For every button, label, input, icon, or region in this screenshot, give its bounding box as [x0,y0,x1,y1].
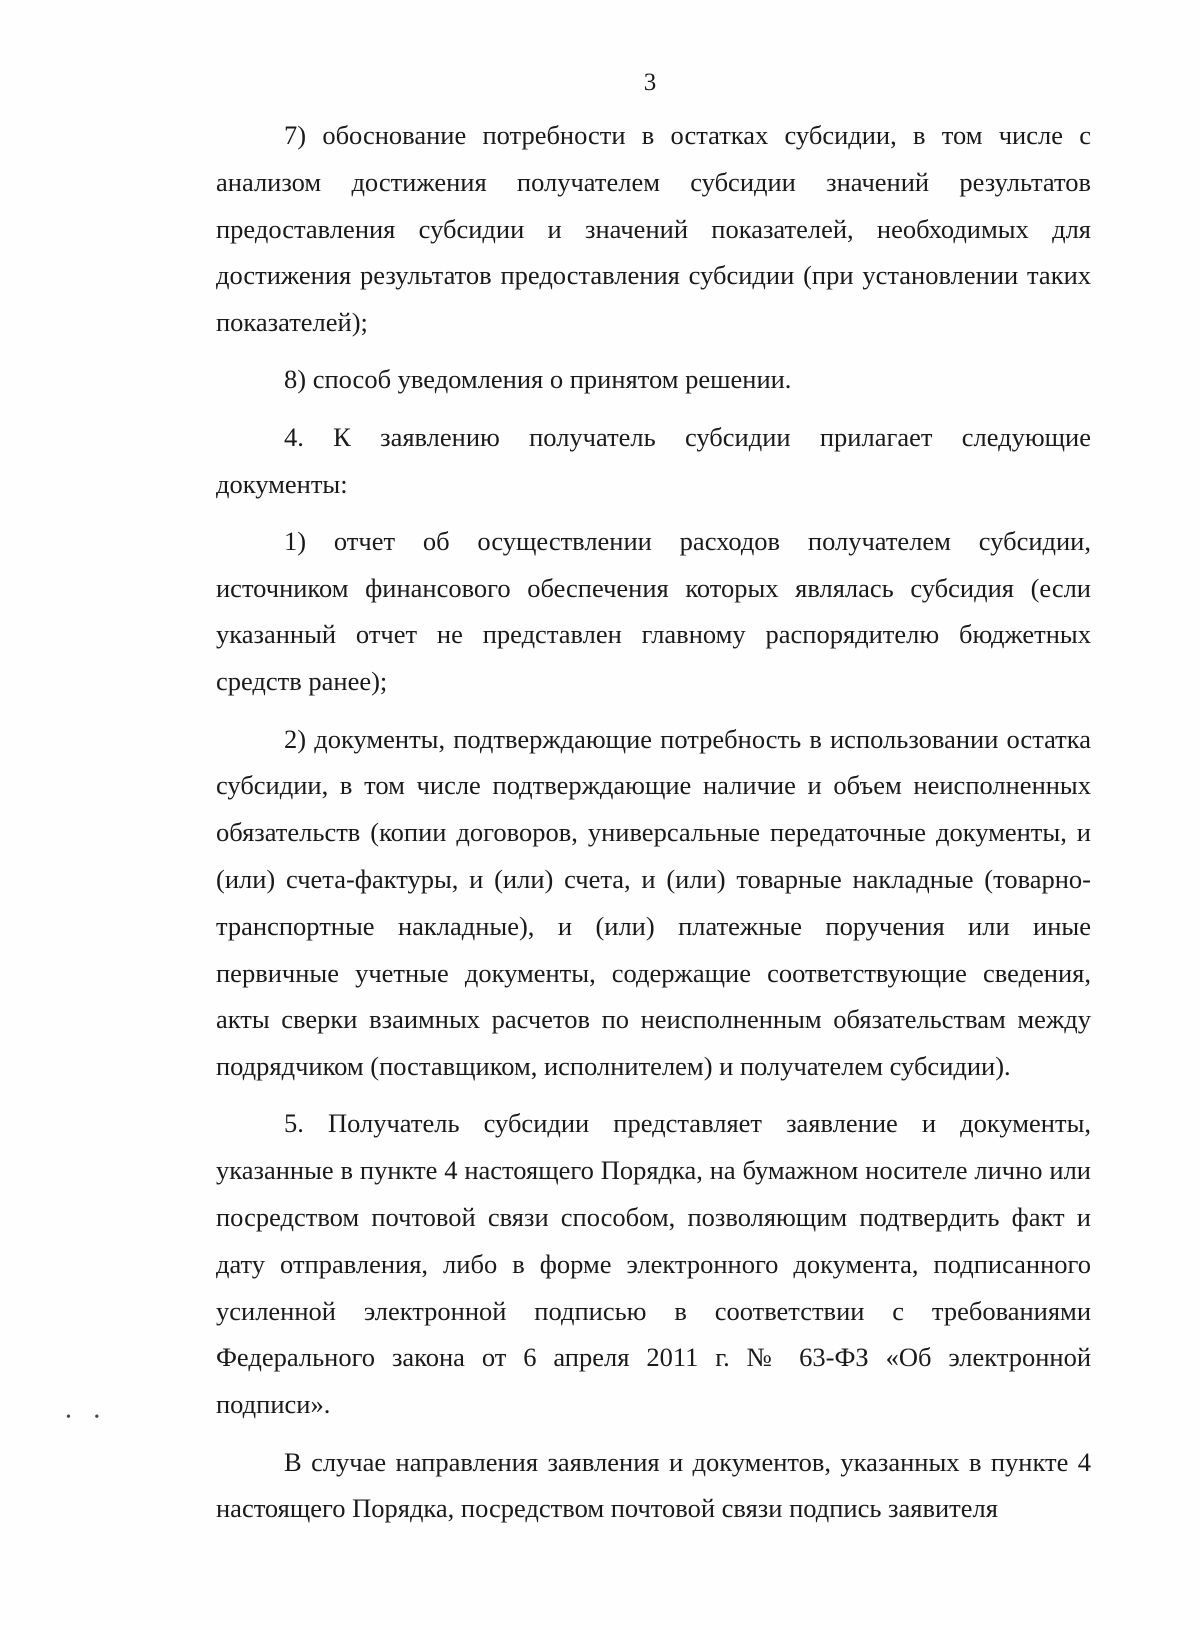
page-number: 3 [643,69,657,96]
paragraph-section-5: 5. Получатель субсидии представляет заявление и документы, указанные в пункте 4 настоящего Порядка, на бумажном носителе лично или посредством почтовой связи способом, позволяющим подтвердить факт и дату отправления, либо в форме электронного документа, подписанного усиленной электронной подписью в соответствии с требованиями Федерального закона от 6 апреля 2011 г. № 63-ФЗ «Об электронной подписи». [216,1108,1091,1420]
paragraph-section-4: 4. К заявлению получатель субсидии прилагает следующие документы: [216,421,1091,499]
paragraph-postal-case: В случае направления заявления и документов, указанных в пункте 4 настоящего Порядка, посредством почтовой связи подпись заявителя [216,1446,1091,1524]
paragraph-item-7: 7) обоснование потребности в остатках субсидии, в том числе с анализом достижения получателем субсидии значений результатов предоставления субсидии и значений показателей, необходимых для достижения результатов предоставления субсидии (при установлении таких показателей); [216,120,1091,338]
document-body [216,112,1091,1532]
paragraph-item-8: 8) способ уведомления о принятом решении. [284,364,792,395]
paragraph-doc-2: 2) документы, подтверждающие потребность в использовании остатка субсидии, в том числе подтверждающие наличие и объем неисполненных обязательств (копии договоров, универсальные передаточные документы, и (или) счета-фактуры, и (или) счета, и (или) товарные накладные (товарно-транспортные накладные), и (или) платежные поручения или иные первичные учетные документы, содержащие соответствующие сведения, акты сверки взаимных расчетов по неисполненным обязательствам между подрядчиком (поставщиком, исполнителем) и получателем субсидии). [216,723,1091,1082]
margin-marks: • • [66,1410,110,1425]
paragraph-doc-1: 1) отчет об осуществлении расходов получателем субсидии, источником финансового обеспечения которых являлась субсидия (если указанный отчет не представлен главному распорядителю бюджетных средств ранее); [216,525,1091,697]
